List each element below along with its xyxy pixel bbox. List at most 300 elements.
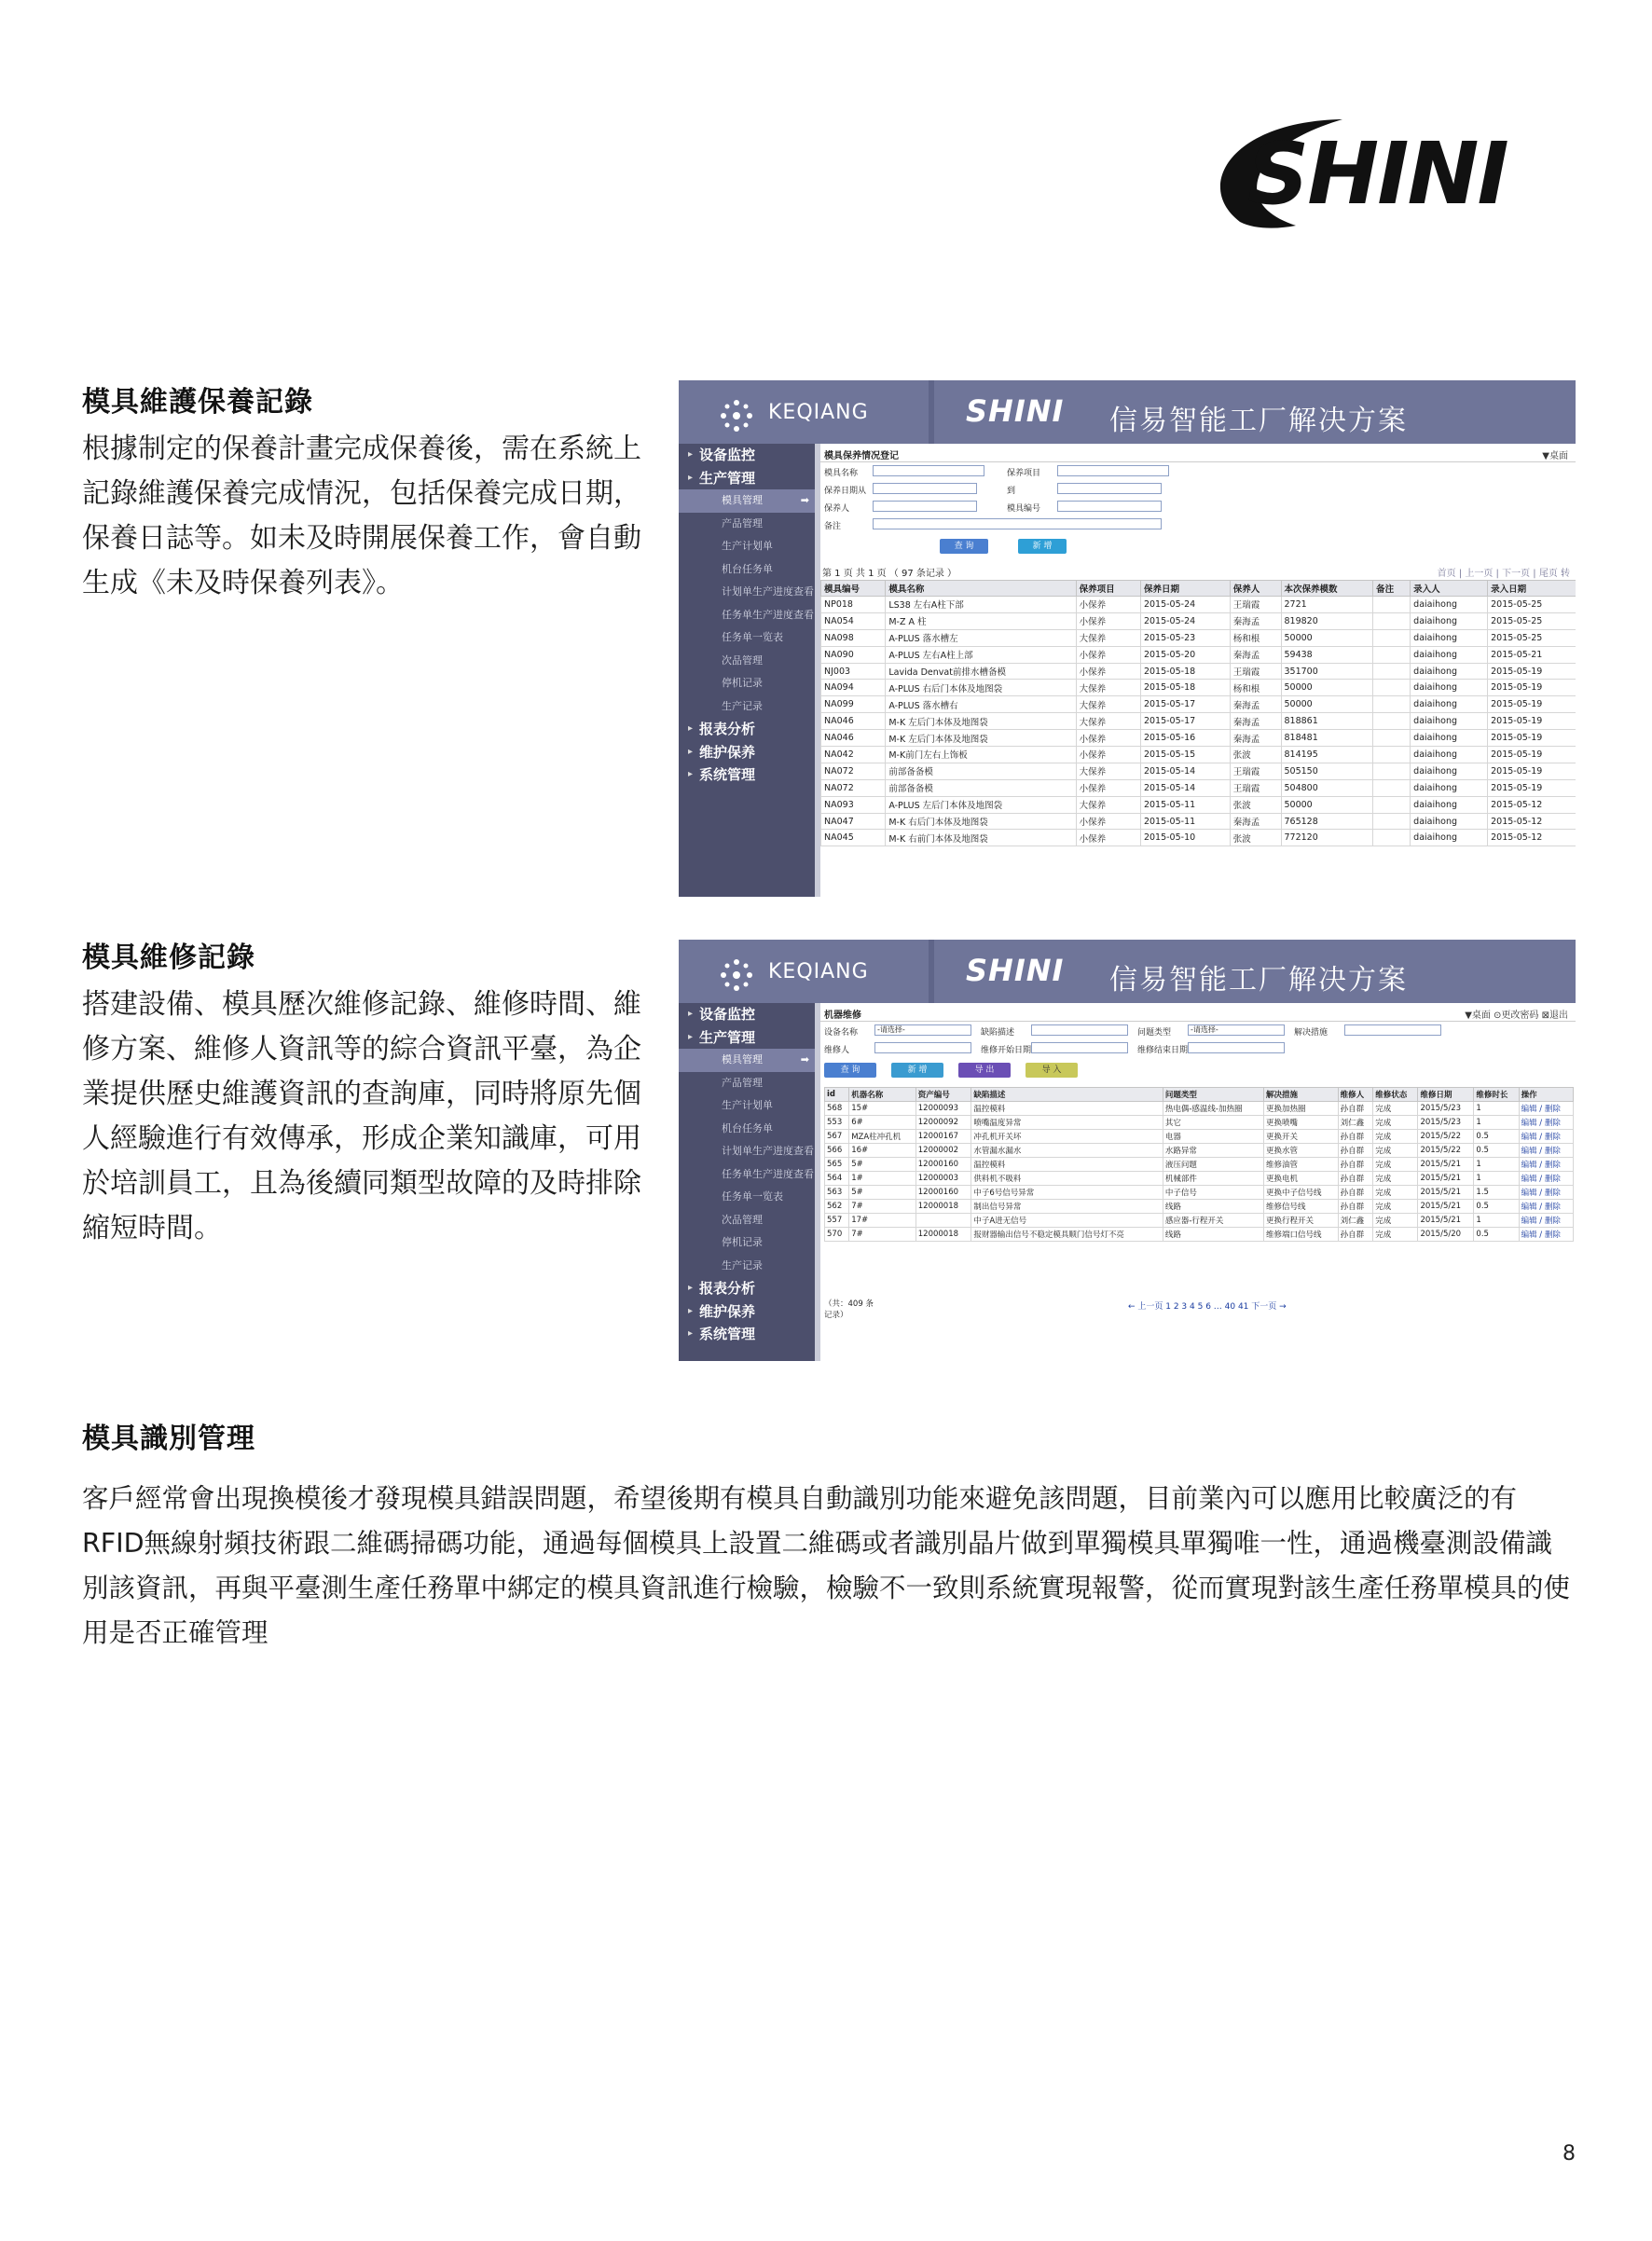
- table-row[interactable]: [821, 763, 1576, 779]
- table-cell: 冲孔机开关坏: [971, 1130, 1163, 1144]
- table-cell: 2015/5/21: [1418, 1158, 1474, 1172]
- table-cell: 50000: [1281, 796, 1373, 813]
- table-cell: M-K 右前门本体及地图袋: [886, 830, 1076, 846]
- table-cell: 完成: [1373, 1172, 1418, 1186]
- table-cell: 557: [825, 1214, 849, 1228]
- sidebar-item-production[interactable]: ▸ 生产管理: [679, 467, 815, 490]
- column-header: 模具名称: [886, 581, 1076, 597]
- form-row: [820, 498, 1576, 516]
- table-cell: 5#: [849, 1158, 916, 1172]
- table-cell: 更换电机: [1264, 1172, 1339, 1186]
- table-row[interactable]: [825, 1186, 1574, 1200]
- row-actions[interactable]: 编辑 / 删除: [1519, 1158, 1573, 1172]
- table-cell: 12000018: [915, 1228, 971, 1242]
- fault-label: 缺陷描述: [981, 1028, 1015, 1038]
- column-header: 本次保养模数: [1281, 581, 1373, 597]
- table-cell: 2015/5/21: [1418, 1200, 1474, 1214]
- sidebar-item-defects[interactable]: 次品管理: [722, 1213, 763, 1226]
- sidebar-item-machine-task[interactable]: 机台任务单: [722, 562, 773, 575]
- app-banner: [679, 380, 1576, 444]
- table-cell: 杨和根: [1230, 629, 1281, 646]
- table-row[interactable]: [821, 779, 1576, 796]
- table-cell: NA098: [821, 629, 886, 646]
- table-cell: 2015-05-19: [1488, 663, 1576, 680]
- row-actions[interactable]: 编辑 / 删除: [1519, 1116, 1573, 1130]
- table-row[interactable]: [821, 796, 1576, 813]
- sidebar-item-defects[interactable]: 次品管理: [722, 653, 763, 667]
- table-cell: 大保养: [1076, 629, 1140, 646]
- table-cell: 565: [825, 1158, 849, 1172]
- maintenance-table: [820, 580, 1576, 846]
- table-cell: [1373, 696, 1411, 713]
- table-row[interactable]: [825, 1102, 1574, 1116]
- table-cell: 2015-05-21: [1488, 646, 1576, 663]
- table-row[interactable]: [825, 1214, 1574, 1228]
- table-cell: 前部备备模: [886, 779, 1076, 796]
- table-row[interactable]: [825, 1144, 1574, 1158]
- query-button[interactable]: 查 询: [940, 539, 988, 554]
- table-cell: 563: [825, 1186, 849, 1200]
- keqiang-logo-icon: [720, 399, 753, 433]
- form-row: [820, 480, 1576, 498]
- table-cell: 中子A进无信号: [971, 1214, 1163, 1228]
- table-cell: 小保养: [1076, 663, 1140, 680]
- table-cell: 秦海孟: [1230, 730, 1281, 747]
- table-cell: daiaihong: [1411, 663, 1488, 680]
- table-cell: [1373, 730, 1411, 747]
- table-cell: 秦海孟: [1230, 646, 1281, 663]
- table-cell: 1: [1474, 1102, 1519, 1116]
- table-cell: NA099: [821, 696, 886, 713]
- table-cell: 1: [1474, 1158, 1519, 1172]
- import-button[interactable]: 导 入: [1026, 1063, 1078, 1078]
- fault-input[interactable]: [1031, 1024, 1128, 1036]
- table-cell: 818861: [1281, 713, 1373, 730]
- column-header: 维修人: [1338, 1088, 1373, 1102]
- pagination-links[interactable]: ← 上一页 1 2 3 4 5 6 … 40 41 下一页 →: [1128, 1302, 1287, 1312]
- end-date-input[interactable]: [1188, 1042, 1285, 1053]
- table-cell: 12000002: [915, 1144, 971, 1158]
- table-cell: 孙自群: [1338, 1144, 1373, 1158]
- column-header: 保养项目: [1076, 581, 1140, 597]
- table-header-row: [821, 581, 1576, 597]
- table-row[interactable]: [825, 1200, 1574, 1214]
- table-row[interactable]: [825, 1228, 1574, 1242]
- row-actions[interactable]: 编辑 / 删除: [1519, 1130, 1573, 1144]
- sidebar-item-production-log[interactable]: 生产记录: [722, 699, 763, 712]
- table-row[interactable]: [821, 730, 1576, 747]
- date-to-input[interactable]: [1057, 483, 1162, 494]
- sidebar-item-machine-task[interactable]: 机台任务单: [722, 1121, 773, 1134]
- sidebar-item-production-log[interactable]: 生产记录: [722, 1258, 763, 1272]
- table-cell: 完成: [1373, 1102, 1418, 1116]
- table-cell: 2015/5/22: [1418, 1130, 1474, 1144]
- issue-type-select[interactable]: -请选择-: [1188, 1024, 1285, 1036]
- column-header: 保养日期: [1140, 581, 1230, 597]
- table-cell: 更换加热圈: [1264, 1102, 1339, 1116]
- paragraph-line: 業提供歷史維護資訊的查詢庫，同時將原先個: [82, 1078, 641, 1110]
- row-actions[interactable]: 编辑 / 删除: [1519, 1186, 1573, 1200]
- table-cell: 2015-05-11: [1140, 796, 1230, 813]
- table-cell: 818481: [1281, 730, 1373, 747]
- total-records: （共：409 条记录）: [824, 1299, 874, 1320]
- table-cell: daiaihong: [1411, 730, 1488, 747]
- export-button[interactable]: 导 出: [958, 1063, 1011, 1078]
- column-header: 维修时长: [1474, 1088, 1519, 1102]
- table-cell: M-K 左后门本体及地图袋: [886, 713, 1076, 730]
- table-cell: 大保养: [1076, 713, 1140, 730]
- person-label: 保养人: [824, 504, 850, 514]
- table-row[interactable]: [821, 813, 1576, 830]
- table-cell: daiaihong: [1411, 763, 1488, 779]
- table-cell: 1#: [849, 1172, 916, 1186]
- table-cell: 秦海孟: [1230, 612, 1281, 629]
- sidebar-item-plan[interactable]: 生产计划单: [722, 1099, 773, 1111]
- table-cell: daiaihong: [1411, 713, 1488, 730]
- table-cell: 6#: [849, 1116, 916, 1130]
- table-cell: 秦海孟: [1230, 696, 1281, 713]
- table-cell: 2015-05-11: [1140, 813, 1230, 830]
- section1-paragraph: [82, 427, 641, 606]
- paragraph-line: 搭建設備、模具歷次維修記錄、維修時間、維: [82, 988, 641, 1021]
- table-cell: [1373, 747, 1411, 763]
- solution-label: 解决措施: [1294, 1028, 1328, 1038]
- repair-table: [824, 1087, 1574, 1242]
- mold-no-input[interactable]: [1057, 501, 1162, 512]
- sidebar-item-plan-progress[interactable]: 计划单生产进度查看: [722, 585, 814, 598]
- table-cell: 2015/5/21: [1418, 1214, 1474, 1228]
- table-cell: A-PLUS 右后门本体及地图袋: [886, 680, 1076, 696]
- table-row[interactable]: [821, 696, 1576, 713]
- table-cell: 孙自群: [1338, 1102, 1373, 1116]
- table-cell: NP018: [821, 597, 886, 613]
- column-header: 保养人: [1230, 581, 1281, 597]
- table-cell: 小保养: [1076, 730, 1140, 747]
- table-cell: 感应器-行程开关: [1163, 1214, 1263, 1228]
- start-date-input[interactable]: [1031, 1042, 1128, 1053]
- table-cell: [1373, 830, 1411, 846]
- sidebar-item-product[interactable]: 产品管理: [722, 516, 763, 529]
- table-cell: 1.5: [1474, 1186, 1519, 1200]
- table-cell: 小保养: [1076, 779, 1140, 796]
- device-label: 设备名称: [824, 1028, 859, 1038]
- table-cell: 772120: [1281, 830, 1373, 846]
- table-cell: 15#: [849, 1102, 916, 1116]
- pagination-links[interactable]: 首页 | 上一页 | 下一页 | 尾页 转: [1437, 569, 1570, 579]
- paragraph-line: 記錄維護保養完成情況，包括保養完成日期，: [82, 477, 641, 510]
- mold-name-select[interactable]: [873, 465, 984, 476]
- table-row[interactable]: [821, 646, 1576, 663]
- sidebar-item-device-monitor[interactable]: ▸ 设备监控: [679, 1003, 815, 1026]
- app-banner: [679, 940, 1576, 1003]
- table-cell: 更换开关: [1264, 1130, 1339, 1144]
- sidebar-item-task-progress[interactable]: 任务单生产进度查看: [722, 1167, 814, 1180]
- row-actions[interactable]: 编辑 / 删除: [1519, 1228, 1573, 1242]
- table-cell: 1: [1474, 1116, 1519, 1130]
- table-row[interactable]: [825, 1158, 1574, 1172]
- table-cell: 刘仁鑫: [1338, 1116, 1373, 1130]
- table-cell: 小保养: [1076, 597, 1140, 613]
- row-actions[interactable]: 编辑 / 删除: [1519, 1102, 1573, 1116]
- sidebar-item-system[interactable]: ▸ 系统管理: [679, 763, 815, 787]
- table-cell: 维修端口信号线: [1264, 1228, 1339, 1242]
- paragraph-line: 別該資訊，再與平臺測生產任務單中綁定的模具資訊進行檢驗，檢驗不一致則系統實現報警，從而實現對該生產任務單模具的使: [82, 1573, 1571, 1603]
- table-cell: 杨和根: [1230, 680, 1281, 696]
- table-cell: 2015-05-19: [1488, 779, 1576, 796]
- table-cell: 小保养: [1076, 830, 1140, 846]
- table-cell: 机械部件: [1163, 1172, 1263, 1186]
- table-row[interactable]: [821, 680, 1576, 696]
- paragraph-line: 於培訓員工，且為後續同類型故障的及時排除: [82, 1167, 641, 1200]
- sidebar-item-product[interactable]: 产品管理: [722, 1076, 763, 1089]
- table-cell: 2015-05-23: [1140, 629, 1230, 646]
- table-cell: 0.5: [1474, 1228, 1519, 1242]
- table-cell: 567: [825, 1130, 849, 1144]
- table-cell: daiaihong: [1411, 646, 1488, 663]
- table-cell: 59438: [1281, 646, 1373, 663]
- row-actions[interactable]: 编辑 / 删除: [1519, 1200, 1573, 1214]
- paragraph-line: 生成《未及時保養列表》。: [82, 567, 404, 599]
- table-cell: 2015/5/21: [1418, 1186, 1474, 1200]
- person-input[interactable]: [873, 501, 977, 512]
- table-cell: 2015/5/23: [1418, 1116, 1474, 1130]
- table-row[interactable]: [821, 830, 1576, 846]
- table-cell: 568: [825, 1102, 849, 1116]
- paragraph-line: 修方案、維修人資訊等的綜合資訊平臺，為企: [82, 1033, 641, 1066]
- table-cell: 维修油管: [1264, 1158, 1339, 1172]
- table-cell: 2015-05-14: [1140, 779, 1230, 796]
- table-cell: 765128: [1281, 813, 1373, 830]
- sidebar-item-mold[interactable]: 模具管理 ➡: [679, 1049, 815, 1072]
- table-cell: 水管漏水漏水: [971, 1144, 1163, 1158]
- row-actions[interactable]: 编辑 / 删除: [1519, 1172, 1573, 1186]
- desktop-link[interactable]: ▼桌面: [1542, 451, 1568, 461]
- table-row[interactable]: [821, 747, 1576, 763]
- paragraph-line: 保養日誌等。如未及時開展保養工作，會自動: [82, 522, 641, 555]
- table-row[interactable]: [825, 1116, 1574, 1130]
- sidebar-item-downtime[interactable]: 停机记录: [722, 677, 763, 689]
- table-cell: 2015-05-19: [1488, 713, 1576, 730]
- table-cell: 电器: [1163, 1130, 1263, 1144]
- top-links[interactable]: ▼桌面 ⊙更改密码 ⊠退出: [1465, 1011, 1568, 1021]
- table-cell: 814195: [1281, 747, 1373, 763]
- table-cell: NA093: [821, 796, 886, 813]
- record-count: 第 1 页 共 1 页 （ 97 条记录 ）: [822, 569, 957, 579]
- section2-paragraph: [82, 983, 641, 1251]
- start-date-label: 维修开始日期: [981, 1046, 1032, 1055]
- query-button[interactable]: 查 询: [824, 1063, 876, 1078]
- date-from-label: 保养日期从: [824, 487, 867, 496]
- remark-input[interactable]: [873, 518, 1162, 529]
- keqiang-label: KEQIANG: [768, 960, 869, 983]
- table-cell: NA046: [821, 730, 886, 747]
- table-cell: 中子6号信号异常: [971, 1186, 1163, 1200]
- table-cell: 2015-05-18: [1140, 680, 1230, 696]
- table-cell: 2015-05-19: [1488, 730, 1576, 747]
- table-cell: [915, 1214, 971, 1228]
- column-header: 维修日期: [1418, 1088, 1474, 1102]
- repair-record-screenshot: [679, 940, 1576, 1361]
- mold-name-label: 模具名称: [824, 469, 859, 478]
- table-cell: 报财器输出信号不稳定模具顺门信号灯不亮: [971, 1228, 1163, 1242]
- sidebar-item-plan-progress[interactable]: 计划单生产进度查看: [722, 1145, 814, 1157]
- table-cell: NA054: [821, 612, 886, 629]
- table-cell: 2015-05-24: [1140, 612, 1230, 629]
- table-row[interactable]: [825, 1130, 1574, 1144]
- table-cell: 大保养: [1076, 796, 1140, 813]
- table-cell: 水路异常: [1163, 1144, 1263, 1158]
- date-from-input[interactable]: [873, 483, 977, 494]
- table-cell: 2015-05-10: [1140, 830, 1230, 846]
- table-cell: 0.5: [1474, 1144, 1519, 1158]
- column-header: 录入日期: [1488, 581, 1576, 597]
- maint-item-select[interactable]: [1057, 465, 1169, 476]
- issue-type-label: 问题类型: [1137, 1028, 1172, 1038]
- table-cell: [1373, 629, 1411, 646]
- table-cell: 张波: [1230, 796, 1281, 813]
- form-row: [820, 1039, 1576, 1057]
- table-cell: NJ003: [821, 663, 886, 680]
- table-cell: 2015-05-18: [1140, 663, 1230, 680]
- table-cell: 孙自群: [1338, 1158, 1373, 1172]
- table-cell: 小保养: [1076, 646, 1140, 663]
- sidebar-item-device-monitor[interactable]: ▸ 设备监控: [679, 444, 815, 467]
- row-actions[interactable]: 编辑 / 删除: [1519, 1144, 1573, 1158]
- table-cell: 王瑞霞: [1230, 763, 1281, 779]
- section2-heading: 模具維修記錄: [82, 942, 255, 974]
- table-cell: daiaihong: [1411, 696, 1488, 713]
- sidebar-item-task-list[interactable]: 任务单一览表: [722, 1190, 783, 1203]
- table-cell: 液压问题: [1163, 1158, 1263, 1172]
- repairer-input[interactable]: [874, 1042, 971, 1053]
- table-cell: 16#: [849, 1144, 916, 1158]
- table-cell: 更换喷嘴: [1264, 1116, 1339, 1130]
- table-body: [821, 597, 1576, 846]
- table-cell: 50000: [1281, 696, 1373, 713]
- sidebar-item-reports[interactable]: ▸ 报表分析: [679, 1277, 815, 1300]
- table-cell: 12000160: [915, 1158, 971, 1172]
- keqiang-label: KEQIANG: [768, 401, 869, 424]
- add-button[interactable]: 新 增: [1018, 539, 1067, 554]
- table-row[interactable]: [821, 663, 1576, 680]
- table-cell: [1373, 680, 1411, 696]
- banner-shini-logo: SHINI: [966, 953, 1065, 988]
- table-cell: 2015/5/21: [1418, 1172, 1474, 1186]
- table-cell: 制出信号异常: [971, 1200, 1163, 1214]
- table-cell: 2015-05-19: [1488, 747, 1576, 763]
- table-row[interactable]: [821, 612, 1576, 629]
- table-cell: 2015-05-19: [1488, 680, 1576, 696]
- maint-item-label: 保养项目: [1007, 469, 1041, 478]
- table-row[interactable]: [821, 629, 1576, 646]
- table-cell: 更换行程开关: [1264, 1214, 1339, 1228]
- sidebar-item-reports[interactable]: ▸ 报表分析: [679, 718, 815, 741]
- add-button[interactable]: 新 增: [891, 1063, 943, 1078]
- sidebar-item-task-list[interactable]: 任务单一览表: [722, 631, 783, 643]
- table-cell: daiaihong: [1411, 597, 1488, 613]
- paragraph-line: 用是否正確管理: [82, 1617, 268, 1648]
- table-cell: 孙自群: [1338, 1228, 1373, 1242]
- table-cell: 2015-05-24: [1140, 597, 1230, 613]
- table-cell: [1373, 796, 1411, 813]
- table-cell: 2721: [1281, 597, 1373, 613]
- remark-label: 备注: [824, 522, 842, 531]
- table-cell: 2015-05-15: [1140, 747, 1230, 763]
- banner-slogan: 信易智能工厂解决方案: [1109, 405, 1408, 437]
- table-cell: 12000003: [915, 1172, 971, 1186]
- table-row[interactable]: [821, 713, 1576, 730]
- table-row[interactable]: [821, 597, 1576, 613]
- sidebar-item-maintenance[interactable]: ▸ 维护保养: [679, 741, 815, 764]
- table-cell: M-K前门左右上饰板: [886, 747, 1076, 763]
- table-cell: A-PLUS 落水槽左: [886, 629, 1076, 646]
- end-date-label: 维修结束日期: [1137, 1046, 1189, 1055]
- table-cell: 小保养: [1076, 813, 1140, 830]
- table-cell: 2015/5/20: [1418, 1228, 1474, 1242]
- banner-separator: [929, 380, 934, 444]
- table-cell: [1373, 646, 1411, 663]
- table-cell: 温控模料: [971, 1102, 1163, 1116]
- table-cell: 完成: [1373, 1116, 1418, 1130]
- table-cell: 小保养: [1076, 612, 1140, 629]
- table-cell: 完成: [1373, 1186, 1418, 1200]
- sidebar-item-mold[interactable]: 模具管理 ➡: [679, 489, 815, 513]
- section1-heading: 模具維護保養記錄: [82, 386, 313, 419]
- table-cell: 562: [825, 1200, 849, 1214]
- table-cell: NA045: [821, 830, 886, 846]
- table-cell: 大保养: [1076, 696, 1140, 713]
- table-cell: 孙自群: [1338, 1130, 1373, 1144]
- sidebar-item-task-progress[interactable]: 任务单生产进度查看: [722, 608, 814, 621]
- table-row[interactable]: [825, 1172, 1574, 1186]
- sidebar-item-production[interactable]: ▸ 生产管理: [679, 1026, 815, 1050]
- section3-paragraph: [82, 1477, 1570, 1656]
- table-cell: 12000092: [915, 1116, 971, 1130]
- repair-content: [820, 1003, 1576, 1361]
- device-select[interactable]: -请选择-: [874, 1024, 971, 1036]
- column-header: id: [825, 1088, 849, 1102]
- content-titlebar: [820, 1003, 1576, 1022]
- row-actions[interactable]: 编辑 / 删除: [1519, 1214, 1573, 1228]
- table-cell: M-Z A 柱: [886, 612, 1076, 629]
- table-cell: 孙自群: [1338, 1186, 1373, 1200]
- section3-heading: 模具識別管理: [82, 1423, 255, 1455]
- table-cell: 维修信号线: [1264, 1200, 1339, 1214]
- form-row: [820, 516, 1576, 533]
- table-cell: NA094: [821, 680, 886, 696]
- sidebar-item-maintenance[interactable]: ▸ 维护保养: [679, 1300, 815, 1324]
- table-cell: 张波: [1230, 747, 1281, 763]
- table-cell: [1373, 713, 1411, 730]
- sidebar-item-system[interactable]: ▸ 系统管理: [679, 1323, 815, 1346]
- table-cell: 2015-05-12: [1488, 830, 1576, 846]
- column-header: 操作: [1519, 1088, 1573, 1102]
- table-cell: 564: [825, 1172, 849, 1186]
- table-cell: 12000167: [915, 1130, 971, 1144]
- solution-input[interactable]: [1344, 1024, 1441, 1036]
- table-cell: NA072: [821, 779, 886, 796]
- table-cell: M-K 右后门本体及地图袋: [886, 813, 1076, 830]
- table-cell: [1373, 813, 1411, 830]
- sidebar: [679, 444, 815, 897]
- sidebar-item-downtime[interactable]: 停机记录: [722, 1236, 763, 1248]
- table-cell: 2015/5/22: [1418, 1144, 1474, 1158]
- table-cell: A-PLUS 左右A柱上部: [886, 646, 1076, 663]
- logo-text: SHINI: [1247, 124, 1507, 224]
- table-cell: 2015-05-17: [1140, 696, 1230, 713]
- table-cell: 前部备备模: [886, 763, 1076, 779]
- sidebar-item-plan[interactable]: 生产计划单: [722, 540, 773, 552]
